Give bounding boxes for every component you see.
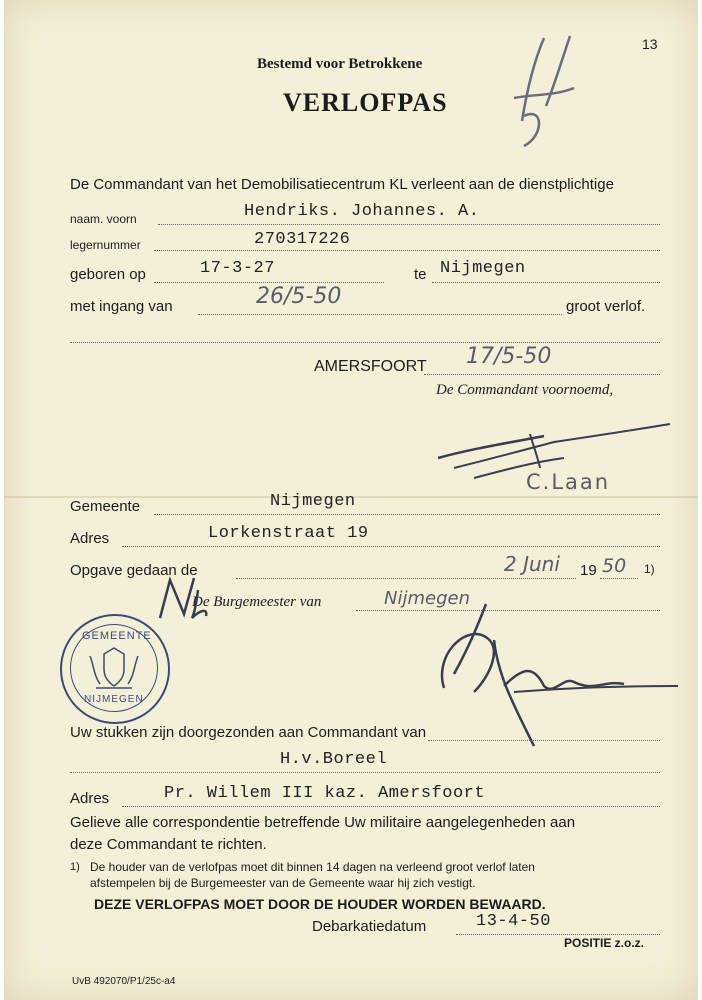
adres-value: Lorkenstraat 19	[208, 524, 369, 543]
positie-text: POSITIE z.o.z.	[564, 936, 645, 950]
ingang-label: met ingang van	[70, 298, 173, 315]
legernummer-dotted-line	[154, 250, 660, 251]
legernummer-label: legernummer	[70, 238, 141, 252]
opgave-year-prefix: 19	[580, 562, 597, 579]
stamp-text-top: GEMEENTE	[82, 630, 152, 642]
pencil-annotation-icon	[484, 26, 614, 156]
naam-label: naam. voorn	[70, 212, 137, 226]
commandant-date-dotted-line	[424, 374, 660, 375]
intro-text: De Commandant van het Demobilisatiecentrum KL verleent aan de dienstplichtige	[70, 176, 614, 193]
opgave-day: 2 Juni	[504, 552, 560, 576]
footnote-line2: afstempelen bij de Burgemeester van de Gemeente waar hij zich vestigt.	[90, 876, 476, 890]
debarkatie-label: Debarkatiedatum	[312, 918, 427, 935]
burgemeester-signature-icon	[394, 596, 684, 756]
opgave-footnote-mark: 1)	[644, 562, 655, 576]
footnote-mark: 1)	[70, 861, 80, 873]
retention-warning: DEZE VERLOFPAS MOET DOOR DE HOUDER WORDEN BEWAARD.	[94, 896, 546, 912]
page-number: 13	[642, 36, 658, 52]
te-dotted-line	[432, 282, 660, 283]
groot-verlof-text: groot verlof.	[566, 298, 646, 315]
document-page	[4, 0, 698, 1000]
opgave-year-dotted-line	[600, 578, 638, 579]
opgave-year-suffix: 50	[602, 555, 627, 577]
stukken-value: H.v.Boreel	[280, 750, 388, 769]
naam-dotted-line	[158, 224, 660, 225]
debarkatie-value: 13-4-50	[476, 912, 551, 931]
stukken-adres-dotted-line	[122, 806, 660, 807]
opgave-dotted-line	[236, 578, 576, 579]
form-code: UvB 492070/P1/25c-a4	[72, 976, 176, 987]
te-value: Nijmegen	[440, 259, 526, 278]
gemeente-value: Nijmegen	[270, 492, 356, 511]
commandant-place: AMERSFOORT	[314, 358, 427, 375]
gemeente-label: Gemeente	[70, 498, 141, 515]
blank-dotted-line	[70, 342, 660, 343]
geboren-value: 17-3-27	[200, 259, 275, 278]
document-subtitle: Bestemd voor Betrokkene	[257, 56, 423, 72]
adres-label: Adres	[70, 530, 110, 547]
document-title: VERLOFPAS	[283, 88, 448, 117]
gemeente-dotted-line	[154, 514, 660, 515]
legernummer-value: 270317226	[254, 230, 351, 249]
correspondentie-line1: Gelieve alle correspondentie betreffende Uw militaire aangelegenheden aan	[70, 814, 576, 831]
commandant-signature-name: C.Laan	[526, 470, 611, 494]
geboren-label: geboren op	[70, 266, 146, 283]
ingang-value: 26/5-50	[256, 284, 342, 309]
stukken-label: Uw stukken zijn doorgezonden aan Commandant van	[70, 724, 427, 741]
te-label: te	[414, 266, 427, 283]
burgemeester-value: Nijmegen	[384, 588, 470, 609]
stukken-adres-label: Adres	[70, 790, 110, 807]
adres-dotted-line	[122, 546, 660, 547]
footnote-line1: De houder van de verlofpas moet dit binnen 14 dagen na verleend groot verlof laten	[90, 860, 535, 874]
geboren-dotted-line	[154, 282, 384, 283]
coat-of-arms-icon	[86, 646, 142, 690]
opgave-label: Opgave gedaan de	[70, 562, 198, 579]
commandant-signature-line: De Commandant voornoemd,	[436, 382, 614, 398]
naam-value: Hendriks. Johannes. A.	[244, 202, 480, 221]
stamp-text-bottom: NIJMEGEN	[84, 694, 144, 705]
debarkatie-dotted-line	[456, 934, 660, 935]
commandant-date: 17/5-50	[466, 344, 552, 369]
stukken-value-dotted-line	[70, 772, 660, 773]
burgemeester-label: De Burgemeester van	[192, 594, 322, 610]
handwritten-initials-icon	[154, 570, 214, 622]
municipality-stamp	[60, 614, 170, 724]
stukken-adres-value: Pr. Willem III kaz. Amersfoort	[164, 784, 486, 803]
stukken-dotted-line	[428, 740, 660, 741]
correspondentie-line2: deze Commandant te richten.	[70, 836, 267, 853]
ingang-dotted-line	[198, 314, 562, 315]
